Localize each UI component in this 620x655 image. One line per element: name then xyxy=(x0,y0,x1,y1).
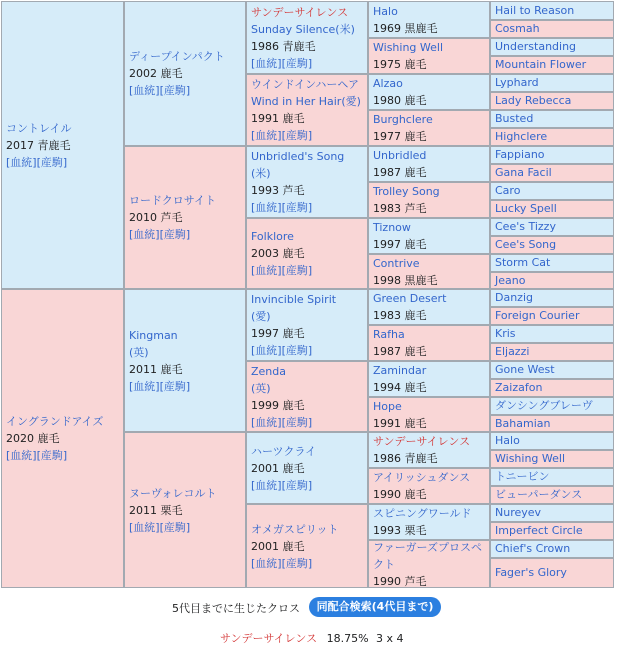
gen1-dam-cell xyxy=(1,289,124,588)
horse-link[interactable]: Cee's Tizzy xyxy=(495,220,556,233)
pedigree-links[interactable]: [血統][産駒] xyxy=(129,520,191,534)
origin: (愛) xyxy=(251,310,271,323)
year-color: 2020 鹿毛 xyxy=(6,432,60,445)
pedigree-links[interactable]: [血統][産駒] xyxy=(129,84,191,97)
year-color: 2003 鹿毛 xyxy=(251,247,305,260)
gen3-cell xyxy=(246,504,368,588)
pedigree-links[interactable]: [血統][産駒] xyxy=(251,344,313,357)
horse-link[interactable]: オメガスピリット xyxy=(251,522,339,536)
horse-link[interactable]: Gone West xyxy=(495,363,555,376)
gen5-cell xyxy=(490,182,614,200)
pedigree-links[interactable]: [血統][産駒] xyxy=(251,478,313,492)
horse-link[interactable]: Caro xyxy=(495,184,521,197)
horse-link[interactable]: Cosmah xyxy=(495,22,540,35)
gen5-cell xyxy=(490,254,614,272)
year-color: 1987 鹿毛 xyxy=(373,166,427,179)
horse-link[interactable]: Zamindar xyxy=(373,364,427,377)
pedigree-links[interactable]: [血統][産駒] xyxy=(6,155,68,169)
year-color: 1993 栗毛 xyxy=(373,524,427,537)
cross-horse-link[interactable]: サンデーサイレンス xyxy=(220,632,318,645)
horse-link[interactable]: Bahamian xyxy=(495,416,551,430)
gen3-cell xyxy=(246,146,368,218)
year-color: 1993 芦毛 xyxy=(251,184,305,197)
gen1-sire-cell xyxy=(1,1,124,289)
gen3-cell xyxy=(246,361,368,432)
origin: (英) xyxy=(251,381,271,395)
horse-link[interactable]: Burghclere xyxy=(373,113,433,126)
year-color: 1991 鹿毛 xyxy=(373,416,427,430)
gen5-cell xyxy=(490,236,614,254)
horse-link[interactable]: Danzig xyxy=(495,291,533,304)
gen4-cell xyxy=(368,38,490,74)
horse-link[interactable]: イングランドアイズ xyxy=(6,415,104,428)
horse-link[interactable]: ビューパーダンス xyxy=(495,488,583,501)
year-color: 2001 鹿毛 xyxy=(251,539,305,553)
gen5-cell xyxy=(490,415,614,432)
gen5-cell xyxy=(490,289,614,307)
gen4-cell xyxy=(368,468,490,504)
pedigree-links[interactable]: [血統][産駒] xyxy=(6,449,68,462)
gen4-cell xyxy=(368,432,490,468)
horse-link[interactable]: Fager's Glory xyxy=(495,566,567,579)
year-color: 2011 鹿毛 xyxy=(129,362,183,376)
gen5-cell xyxy=(490,450,614,468)
horse-link[interactable]: Lucky Spell xyxy=(495,202,557,215)
pedigree-links[interactable]: [血統][産駒] xyxy=(129,379,191,393)
cross-percent: 18.75% xyxy=(326,632,369,645)
year-color: 2001 鹿毛 xyxy=(251,461,305,475)
year-color: 1977 鹿毛 xyxy=(373,130,427,143)
year-color: 1990 鹿毛 xyxy=(373,488,427,501)
horse-link[interactable]: Trolley Song xyxy=(373,185,440,198)
gen5-cell xyxy=(490,343,614,361)
gen4-cell xyxy=(368,1,490,38)
year-color: 1987 鹿毛 xyxy=(373,345,427,358)
gen5-cell xyxy=(490,20,614,38)
horse-link[interactable]: Eljazzi xyxy=(495,345,530,358)
horse-link[interactable]: Storm Cat xyxy=(495,256,551,269)
gen5-cell xyxy=(490,432,614,450)
horse-link[interactable]: Invincible Spirit xyxy=(251,293,337,306)
horse-link[interactable]: サンデーサイレンス xyxy=(373,435,471,448)
gen3-cell xyxy=(246,289,368,361)
horse-link[interactable]: コントレイル xyxy=(6,121,72,135)
year-color: 2011 栗毛 xyxy=(129,503,183,517)
cross-generation: 3 x 4 xyxy=(376,632,404,645)
horse-link[interactable]: Foreign Courier xyxy=(495,309,580,322)
horse-link[interactable]: Imperfect Circle xyxy=(495,524,583,537)
gen4-cell xyxy=(368,540,490,588)
gen4-cell xyxy=(368,397,490,432)
gen5-cell xyxy=(490,164,614,182)
gen2-cell xyxy=(124,432,246,588)
gen5-cell xyxy=(490,38,614,56)
horse-link[interactable]: Understanding xyxy=(495,40,577,53)
horse-link[interactable]: ファーガーズプロスペクト xyxy=(373,540,483,571)
horse-link[interactable]: Alzao xyxy=(373,77,403,90)
gen5-cell xyxy=(490,272,614,289)
year-color: 1986 青鹿毛 xyxy=(373,452,438,465)
horse-link[interactable]: Unbridled's Song xyxy=(251,150,345,163)
gen5-cell xyxy=(490,379,614,397)
year-color: 1999 鹿毛 xyxy=(251,398,305,412)
gen5-cell xyxy=(490,504,614,522)
gen3-cell xyxy=(246,218,368,289)
horse-link[interactable]: ロードクロサイト xyxy=(129,194,217,207)
gen5-cell xyxy=(490,1,614,20)
gen5-cell xyxy=(490,325,614,343)
year-color: 1994 鹿毛 xyxy=(373,381,427,394)
year-color: 1980 鹿毛 xyxy=(373,94,427,107)
pedigree-links[interactable]: [血統][産駒] xyxy=(251,56,313,70)
year-color: 2010 芦毛 xyxy=(129,211,183,224)
horse-link[interactable]: Zenda xyxy=(251,364,286,378)
gen4-cell xyxy=(368,110,490,146)
origin: (米) xyxy=(251,167,271,180)
gen3-cell xyxy=(246,1,368,74)
horse-link[interactable]: Green Desert xyxy=(373,292,447,305)
year-color: 1983 芦毛 xyxy=(373,202,427,215)
gen5-cell xyxy=(490,486,614,504)
cross-result xyxy=(220,630,404,646)
horse-link[interactable]: Busted xyxy=(495,112,534,125)
horse-link[interactable]: ディープインパクト xyxy=(129,50,225,63)
gen5-cell xyxy=(490,110,614,128)
cross-title: 5代目までに生じたクロス xyxy=(172,602,300,615)
horse-link[interactable]: ハーツクライ xyxy=(251,444,317,458)
year-color: 1997 鹿毛 xyxy=(373,238,427,251)
gen2-cell xyxy=(124,1,246,146)
year-color: 1969 黒鹿毛 xyxy=(373,21,438,35)
horse-link[interactable]: Cee's Song xyxy=(495,238,557,251)
year-color: 1997 鹿毛 xyxy=(251,327,305,340)
gen4-cell xyxy=(368,74,490,110)
gen5-cell xyxy=(490,146,614,164)
horse-link[interactable]: Nureyev xyxy=(495,506,542,519)
gen3-cell xyxy=(246,74,368,146)
horse-link[interactable]: Folklore xyxy=(251,230,294,243)
pedigree-links[interactable]: [血統][産駒] xyxy=(251,556,313,570)
pedigree-links[interactable]: [血統][産駒] xyxy=(251,201,313,214)
horse-link[interactable]: Halo xyxy=(373,4,398,18)
horse-link[interactable]: Kingman xyxy=(129,328,178,342)
horse-link[interactable]: Chief's Crown xyxy=(495,542,571,555)
horse-link[interactable]: Wishing Well xyxy=(373,41,444,54)
gen5-cell xyxy=(490,558,614,588)
gen4-cell xyxy=(368,361,490,397)
pedigree-links[interactable]: [血統][産駒] xyxy=(251,415,313,429)
horse-link[interactable]: Highclere xyxy=(495,130,548,143)
gen4-cell xyxy=(368,146,490,182)
horse-link[interactable]: Wishing Well xyxy=(495,452,566,465)
pedigree-links[interactable]: [血統][産駒] xyxy=(129,228,191,241)
horse-link[interactable]: ダンシングブレーヴ xyxy=(495,399,593,412)
year-color: 1975 鹿毛 xyxy=(373,58,427,71)
horse-link[interactable]: スピニングワールド xyxy=(373,507,472,520)
gen4-cell xyxy=(368,289,490,325)
gen2-cell xyxy=(124,289,246,432)
gen5-cell xyxy=(490,92,614,110)
gen4-cell xyxy=(368,504,490,540)
pedigree-links[interactable]: [血統][産駒] xyxy=(251,129,313,142)
gen5-cell xyxy=(490,540,614,558)
horse-name-en[interactable]: Wind in Her Hair(愛) xyxy=(251,95,361,108)
horse-link[interactable]: Contrive xyxy=(373,256,420,270)
gen4-cell xyxy=(368,182,490,218)
year-color: 1991 鹿毛 xyxy=(251,112,305,125)
gen5-cell xyxy=(490,128,614,146)
gen5-cell xyxy=(490,56,614,74)
gen5-cell xyxy=(490,361,614,379)
same-mating-search-button[interactable]: 同配合検索(4代目まで) xyxy=(309,597,441,617)
horse-link[interactable]: Kris xyxy=(495,327,516,340)
origin: (英) xyxy=(129,345,149,359)
inbreeding-cross-section xyxy=(0,592,620,655)
horse-link[interactable]: ウインドインハーヘア xyxy=(251,78,360,91)
year-color: 2002 鹿毛 xyxy=(129,67,183,80)
year-color: 1990 芦毛 xyxy=(373,574,427,588)
horse-link[interactable]: Hope xyxy=(373,399,402,413)
horse-link[interactable]: Mountain Flower xyxy=(495,58,587,71)
year-color: 1998 黒鹿毛 xyxy=(373,273,438,287)
gen5-cell xyxy=(490,307,614,325)
gen5-cell xyxy=(490,74,614,92)
horse-link[interactable]: トニービン xyxy=(495,470,550,483)
horse-link[interactable]: Unbridled xyxy=(373,149,427,162)
horse-link[interactable]: アイリッシュダンス xyxy=(373,471,471,484)
horse-link[interactable]: Rafha xyxy=(373,328,405,341)
gen5-cell xyxy=(490,200,614,218)
horse-link[interactable]: Hail to Reason xyxy=(495,3,575,17)
horse-link[interactable]: Halo xyxy=(495,434,520,447)
gen5-cell xyxy=(490,468,614,486)
gen4-cell xyxy=(368,254,490,289)
horse-link[interactable]: Fappiano xyxy=(495,148,545,161)
gen2-cell xyxy=(124,146,246,289)
gen5-cell xyxy=(490,397,614,415)
pedigree-table xyxy=(1,1,614,588)
pedigree-links[interactable]: [血統][産駒] xyxy=(251,264,313,277)
horse-link[interactable]: サンデーサイレンス xyxy=(251,5,349,19)
gen3-cell xyxy=(246,432,368,504)
year-color: 1983 鹿毛 xyxy=(373,309,427,322)
horse-link[interactable]: Zaizafon xyxy=(495,381,543,394)
horse-link[interactable]: ヌーヴォレコルト xyxy=(129,486,217,500)
gen5-cell xyxy=(490,522,614,540)
horse-name-en[interactable]: Sunday Silence(米) xyxy=(251,22,355,36)
horse-link[interactable]: Jeano xyxy=(495,273,526,287)
gen5-cell xyxy=(490,218,614,236)
year-color: 2017 青鹿毛 xyxy=(6,138,71,152)
year-color: 1986 青鹿毛 xyxy=(251,39,316,53)
horse-link[interactable]: Lyphard xyxy=(495,76,539,89)
gen4-cell xyxy=(368,218,490,254)
horse-link[interactable]: Gana Facil xyxy=(495,166,552,179)
horse-link[interactable]: Tiznow xyxy=(373,221,411,234)
gen4-cell xyxy=(368,325,490,361)
horse-link[interactable]: Lady Rebecca xyxy=(495,94,572,107)
